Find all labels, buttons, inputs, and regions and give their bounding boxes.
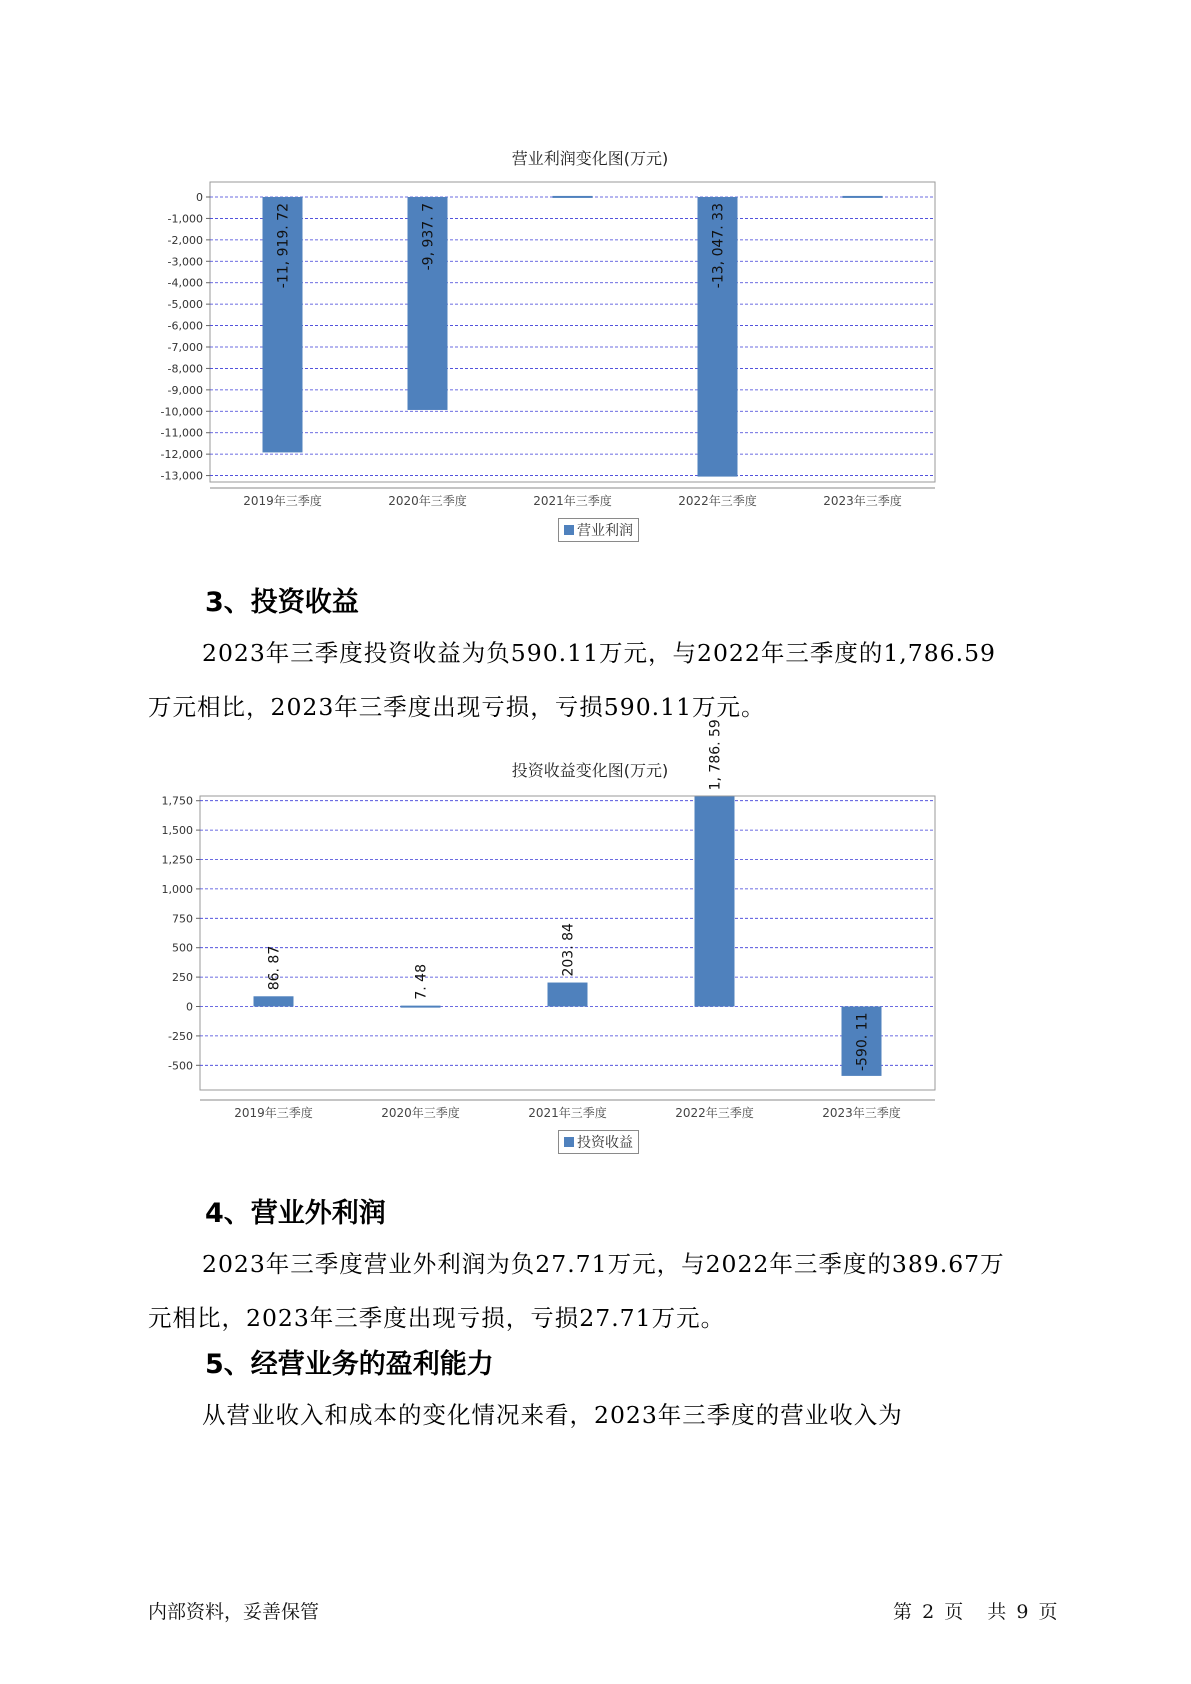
y-tick-label: 0 [186,1000,193,1014]
x-tick-label: 2019年三季度 [243,494,322,508]
y-tick-label: 0 [196,191,203,204]
chart-title: 投资收益变化图(万元) [511,761,669,780]
x-tick-label: 2022年三季度 [678,494,757,508]
nonoperating-paragraph [148,1237,1058,1345]
chart-legend [558,518,639,542]
bar [843,196,883,198]
total-pages: 9 [1016,1601,1029,1623]
y-tick-label: -9,000 [167,383,203,397]
bar [695,796,735,1006]
profitability-paragraph [148,1388,1058,1442]
page-unit: 页 [944,1601,964,1623]
data-label: 203. 84 [560,923,577,977]
section-heading-investment: 3、投资收益 [205,587,359,618]
investment-paragraph [148,626,1058,734]
y-tick-label: -2,000 [167,233,203,247]
bar [553,196,593,198]
data-label: -13, 047. 33 [710,203,727,289]
y-tick-label: 250 [172,971,193,985]
y-tick-label: -7,000 [167,341,203,354]
section-heading-nonoperating: 4、营业外利润 [205,1198,386,1229]
x-tick-label: 2023年三季度 [822,1106,901,1120]
plot-area [210,182,935,482]
y-tick-label: -12,000 [160,448,203,462]
y-tick-label: 1,750 [161,794,193,808]
paragraph-line: 从营业收入和成本的变化情况来看，2023年三季度的营业收入为 [202,1401,903,1429]
data-label: 86. 87 [266,945,283,991]
data-label: 7. 48 [413,963,430,1000]
legend-label: 营业利润 [577,523,633,539]
x-tick-label: 2020年三季度 [388,494,467,508]
chart-title: 营业利润变化图(万元) [511,149,669,168]
page-prefix: 第 [893,1601,913,1623]
y-tick-label: -4,000 [167,276,203,290]
y-tick-label: 1,000 [161,882,193,896]
legend-swatch [564,1137,574,1147]
paragraph-line: 2023年三季度投资收益为负590.11万元，与2022年三季度的1,786.59 [202,639,996,667]
y-tick-label: -6,000 [167,319,203,333]
y-tick-label: -3,000 [167,255,203,269]
y-tick-label: 750 [172,912,193,926]
y-tick-label: -500 [168,1059,193,1073]
y-tick-label: 1,500 [161,824,193,838]
x-tick-label: 2021年三季度 [533,494,612,508]
bar [401,1006,441,1008]
x-tick-label: 2022年三季度 [675,1106,754,1120]
investment-income-chart [150,719,1030,1172]
y-tick-label: 1,250 [161,853,193,867]
footer-confidential: 内部资料，妥善保管 [148,1601,320,1623]
legend-swatch [564,525,574,535]
data-label: 1, 786. 59 [707,719,724,791]
total-unit: 页 [1038,1601,1058,1623]
x-tick-label: 2021年三季度 [528,1106,607,1120]
y-tick-label: -8,000 [167,362,203,376]
data-label: -9, 937. 7 [420,203,437,271]
data-label: -590. 11 [854,1012,871,1072]
y-tick-label: -5,000 [167,298,203,312]
paragraph-line: 万元相比，2023年三季度出现亏损，亏损590.11万元。 [148,693,766,721]
page-number: 2 [922,1601,935,1623]
y-tick-label: 500 [172,941,193,955]
y-tick-label: -13,000 [160,469,203,483]
footer-page-indicator [893,1597,1061,1624]
bar [254,996,294,1006]
data-label: -11, 919. 72 [275,203,292,289]
legend-label: 投资收益 [577,1135,633,1151]
y-tick-label: -1,000 [167,212,203,226]
section-heading-profitability: 5、经营业务的盈利能力 [205,1349,494,1380]
paragraph-line: 元相比，2023年三季度出现亏损，亏损27.71万元。 [148,1304,726,1332]
chart-legend [558,1130,639,1154]
y-tick-label: -11,000 [160,426,203,440]
x-tick-label: 2020年三季度 [381,1106,460,1120]
paragraph-line: 2023年三季度营业外利润为负27.71万元，与2022年三季度的389.67万 [202,1250,1005,1278]
x-tick-label: 2019年三季度 [234,1106,313,1120]
x-tick-label: 2023年三季度 [823,494,902,508]
chart-plot [150,170,1030,540]
operating-profit-chart [150,140,1030,560]
total-prefix: 共 [987,1601,1007,1623]
bar [548,983,588,1007]
y-tick-label: -10,000 [160,405,203,419]
y-tick-label: -250 [168,1029,193,1043]
